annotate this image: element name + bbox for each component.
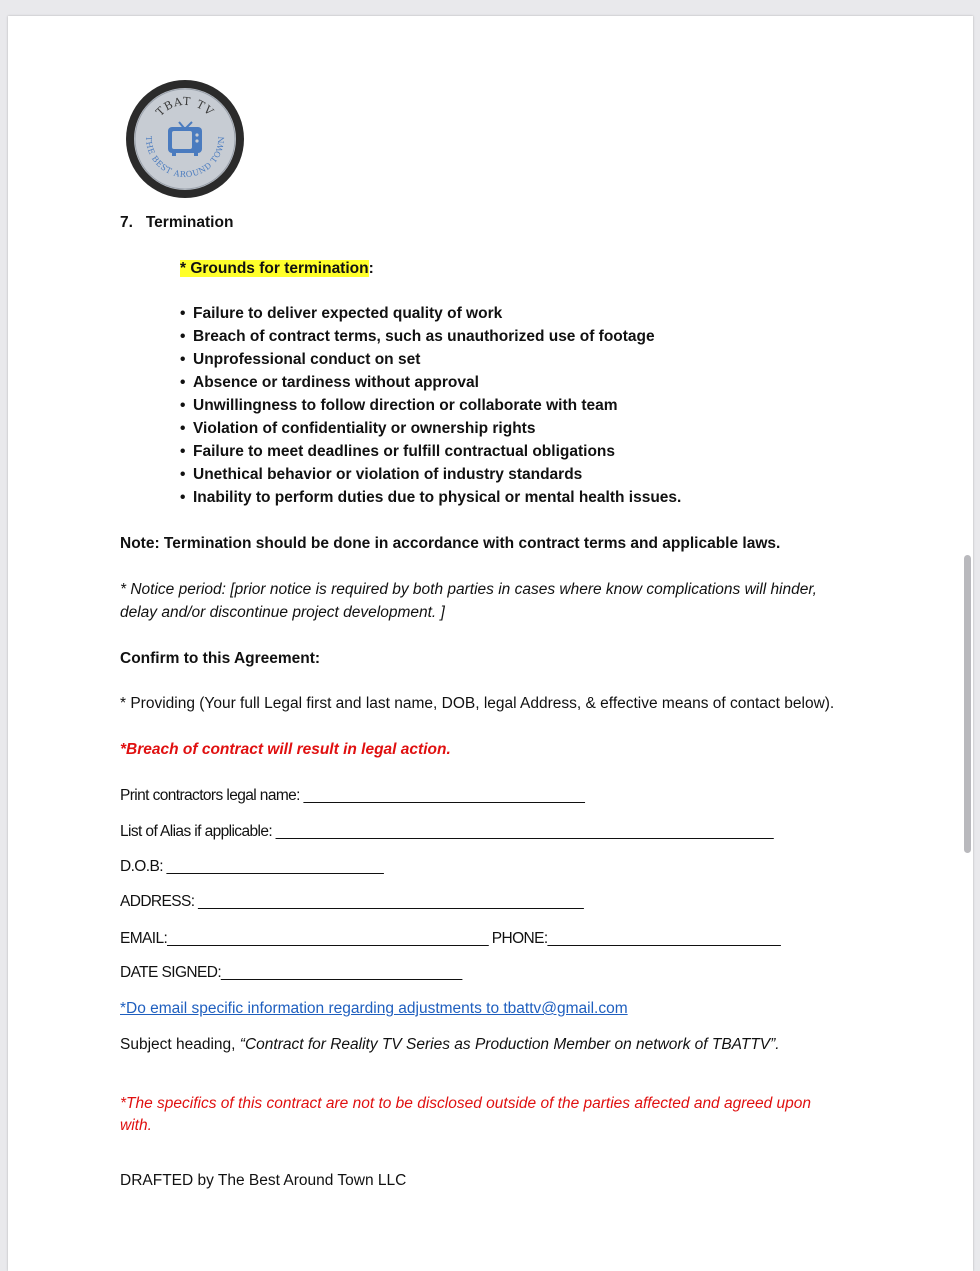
alias-field[interactable]: List of Alias if applicable: ______________________________________________________________ bbox=[120, 823, 774, 840]
logo-ring-text: THE BEST AROUND TOWN bbox=[143, 135, 227, 180]
document-page bbox=[8, 16, 973, 1271]
confidentiality-line1: *The specifics of this contract are not to be disclosed outside of the parties affected and agreed upon bbox=[120, 1095, 812, 1112]
list-item: • Failure to deliver expected quality of work bbox=[180, 305, 503, 322]
legal-name-field[interactable]: Print contractors legal name: ___________________________________ bbox=[120, 787, 585, 804]
subject-heading bbox=[120, 1035, 780, 1055]
list-item: • Unethical behavior or violation of industry standards bbox=[180, 466, 583, 483]
tbat-tv-logo bbox=[124, 78, 246, 200]
list-item: • Absence or tardiness without approval bbox=[180, 374, 479, 391]
section-number: 7. bbox=[120, 214, 133, 231]
providing-instructions: * Providing (Your full Legal first and last name, DOB, legal Address, & effective means of contact below). bbox=[120, 695, 835, 712]
section-heading bbox=[120, 213, 233, 233]
dob-field[interactable]: D.O.B: ___________________________ bbox=[120, 858, 384, 875]
grounds-heading bbox=[180, 259, 374, 279]
list-item: • Violation of confidentiality or ownership rights bbox=[180, 420, 536, 437]
list-item: • Breach of contract terms, such as unauthorized use of footage bbox=[180, 328, 655, 345]
tv-icon bbox=[168, 122, 202, 156]
logo-top-text: TBAT TV bbox=[153, 94, 217, 119]
confirm-heading: Confirm to this Agreement: bbox=[120, 650, 321, 667]
list-item: • Failure to meet deadlines or fulfill contractual obligations bbox=[180, 443, 616, 460]
email-phone-field[interactable]: EMAIL:________________________________________ PHONE:_____________________________ bbox=[120, 930, 781, 947]
notice-period-line1: * Notice period: [prior notice is required by both parties in cases where know complications will hinder, bbox=[120, 581, 817, 598]
breach-warning: *Breach of contract will result in legal action. bbox=[120, 741, 451, 758]
list-item: • Unwillingness to follow direction or collaborate with team bbox=[180, 397, 618, 414]
section-title: Termination bbox=[145, 214, 234, 231]
subject-prefix: Subject heading, bbox=[120, 1036, 240, 1053]
confidentiality-line2: with. bbox=[120, 1117, 152, 1134]
subject-title: “Contract for Reality TV Series as Production Member on network of TBATTV”. bbox=[239, 1036, 780, 1053]
grounds-label: * Grounds for termination bbox=[180, 260, 369, 277]
list-item: • Inability to perform duties due to physical or mental health issues. bbox=[180, 489, 682, 506]
vertical-scrollbar[interactable] bbox=[964, 555, 971, 853]
email-link[interactable]: *Do email specific information regarding adjustments to tbattv@gmail.com bbox=[120, 1000, 628, 1017]
list-item: • Unprofessional conduct on set bbox=[180, 351, 421, 368]
address-field[interactable]: ADDRESS: ________________________________________________ bbox=[120, 893, 584, 910]
termination-note: Note: Termination should be done in accordance with contract terms and applicable laws. bbox=[120, 535, 781, 552]
date-signed-field[interactable]: DATE SIGNED:______________________________ bbox=[120, 964, 462, 981]
notice-period-line2: delay and/or discontinue project development. ] bbox=[120, 604, 445, 621]
grounds-suffix: : bbox=[368, 260, 374, 277]
drafted-by: DRAFTED by The Best Around Town LLC bbox=[120, 1172, 407, 1189]
